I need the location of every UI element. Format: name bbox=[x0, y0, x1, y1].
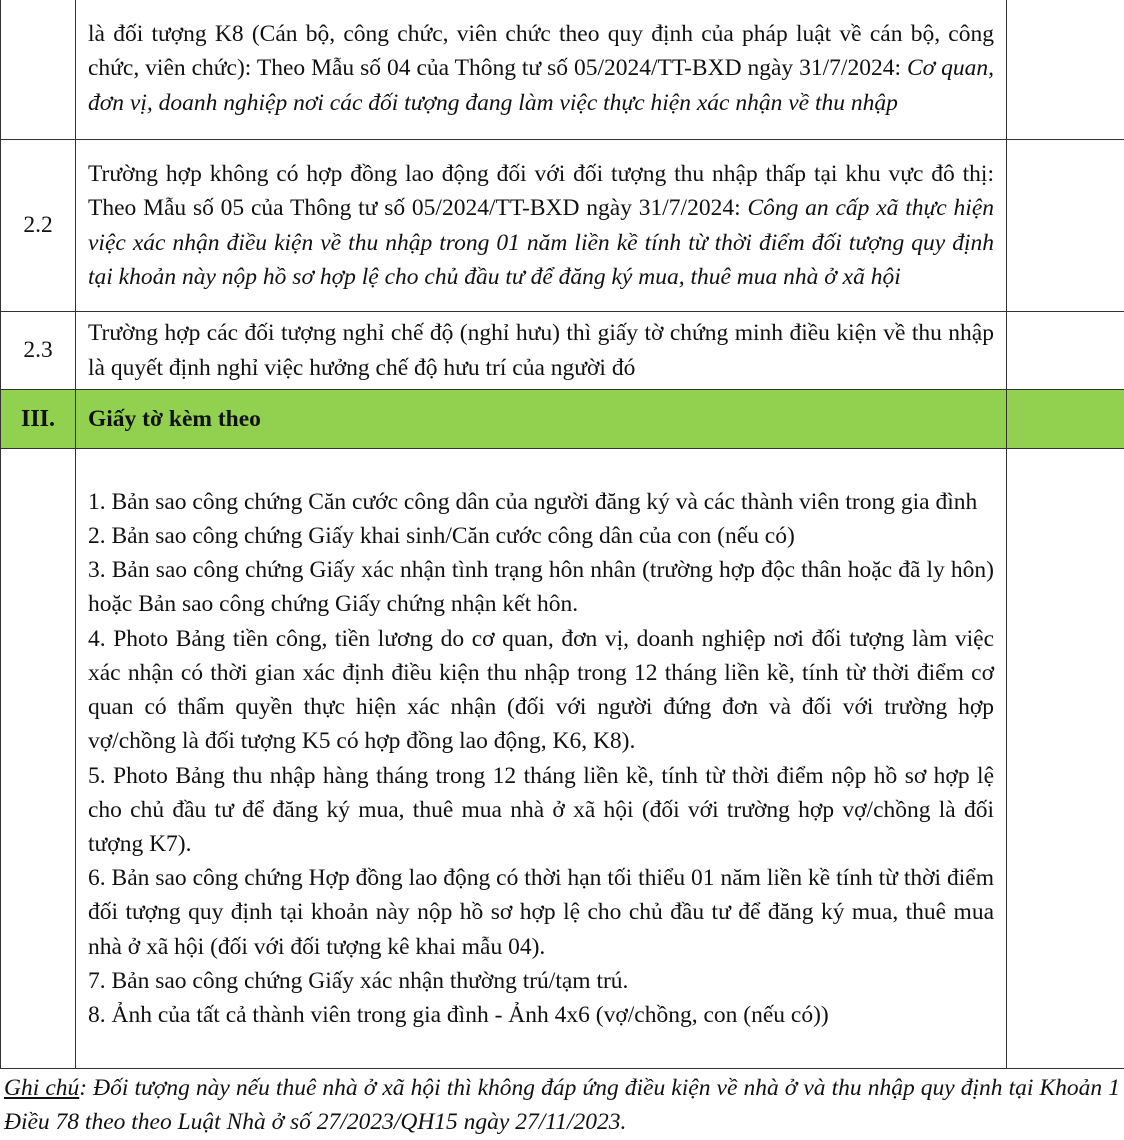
row-text: là đối tượng K8 (Cán bộ, công chức, viên chức theo quy định của pháp luật về cán bộ, công chức, viên chức): Theo Mẫu số 04 của Thông tư số 05/2024/TT-BXD ngày 31/7/2024: bbox=[88, 21, 994, 82]
footnote-label: Ghi chú bbox=[4, 1075, 80, 1101]
row-text-italic: Cơ quan, đơn vị, doanh nghiệp nơi các đối tượng đang làm việc thực hiện xác nhận về thu nhập bbox=[88, 55, 994, 116]
row-check-cell bbox=[1007, 0, 1124, 140]
row-number bbox=[1, 449, 76, 1069]
list-item: 7. Bản sao công chứng Giấy xác nhận thường trú/tạm trú. bbox=[88, 967, 629, 994]
row-number bbox=[1, 0, 76, 140]
section-header-row bbox=[1, 390, 1124, 449]
list-item: 5. Photo Bảng thu nhập hàng tháng trong 12 tháng liền kề, tính từ thời điểm nộp hồ sơ hợp lệ cho chủ đầu tư để đăng ký mua, thuê mua nhà ở xã hội (đối với trường hợp vợ/chồng là đối tượng K7). bbox=[88, 762, 994, 857]
list-item: 3. Bản sao công chứng Giấy xác nhận tình trạng hôn nhân (trường hợp độc thân hoặc đã ly hôn) hoặc Bản sao công chứng Giấy chứng nhận kết hôn. bbox=[88, 557, 994, 618]
list-item: 1. Bản sao công chứng Căn cước công dân của người đăng ký và các thành viên trong gia đình bbox=[88, 488, 978, 515]
row-content bbox=[76, 312, 1007, 390]
list-item: 2. Bản sao công chứng Giấy khai sinh/Căn cước công dân của con (nếu có) bbox=[88, 523, 795, 550]
footnote-text: : Đối tượng này nếu thuê nhà ở xã hội thì không đáp ứng điều kiện về nhà ở và thu nhập quy định tại Khoản 1 Điều 78 theo theo Luật Nhà ở số 27/2023/QH15 ngày 27/11/2023. bbox=[4, 1075, 1120, 1135]
row-number: 2.2 bbox=[1, 140, 76, 312]
section-number: III. bbox=[1, 390, 76, 449]
list-item: 8. Ảnh của tất cả thành viên trong gia đình - Ảnh 4x6 (vợ/chồng, con (nếu có)) bbox=[88, 1001, 829, 1028]
row-check-cell bbox=[1007, 140, 1124, 312]
row-text-italic: Công an cấp xã thực hiện việc xác nhận điều kiện về thu nhập trong 01 năm liền kề tính từ thời điểm đối tượng quy định tại khoản này nộp hồ sơ hợp lệ cho chủ đầu tư để đăng ký mua, thuê mua nhà ở xã hội bbox=[88, 195, 995, 290]
section-check-cell bbox=[1007, 390, 1124, 449]
row-content bbox=[76, 0, 1007, 140]
attachments-list bbox=[76, 449, 1007, 1069]
row-text: Trường hợp không có hợp đồng lao động đối với đối tượng thu nhập thấp tại khu vực đô thị: Theo Mẫu số 05 của Thông tư số 05/2024/TT-BXD ngày 31/7/2024: bbox=[88, 161, 994, 222]
row-check-cell bbox=[1007, 449, 1124, 1069]
row-check-cell bbox=[1007, 312, 1124, 390]
section-title: Giấy tờ kèm theo bbox=[76, 390, 1007, 449]
row-content bbox=[76, 140, 1007, 312]
table-row bbox=[1, 312, 1124, 390]
attachments-row bbox=[1, 449, 1124, 1069]
row-text: Trường hợp các đối tượng nghỉ chế độ (nghỉ hưu) thì giấy tờ chứng minh điều kiện về thu nhập là quyết định nghỉ việc hưởng chế độ hưu trí của người đó bbox=[88, 320, 994, 381]
table-row bbox=[1, 0, 1124, 140]
table-row bbox=[1, 140, 1124, 312]
footnote bbox=[0, 1069, 1124, 1139]
list-item: 4. Photo Bảng tiền công, tiền lương do cơ quan, đơn vị, doanh nghiệp nơi đối tượng làm việc xác nhận có thời gian xác định điều kiện thu nhập trong 12 tháng liền kề, tính từ thời điểm cơ quan có thẩm quyền thực hiện xác nhận (đối với người đứng đơn và đối với trường hợp vợ/chồng là đối tượng K5 có hợp đồng lao động, K6, K8). bbox=[88, 625, 994, 755]
list-item: 6. Bản sao công chứng Hợp đồng lao động có thời hạn tối thiểu 01 năm liền kề tính từ thời điểm đối tượng quy định tại khoản này nộp hồ sơ hợp lệ cho chủ đầu tư để đăng ký mua, thuê mua nhà ở xã hội (đối với đối tượng kê khai mẫu 04). bbox=[88, 865, 994, 960]
row-number: 2.3 bbox=[1, 312, 76, 390]
